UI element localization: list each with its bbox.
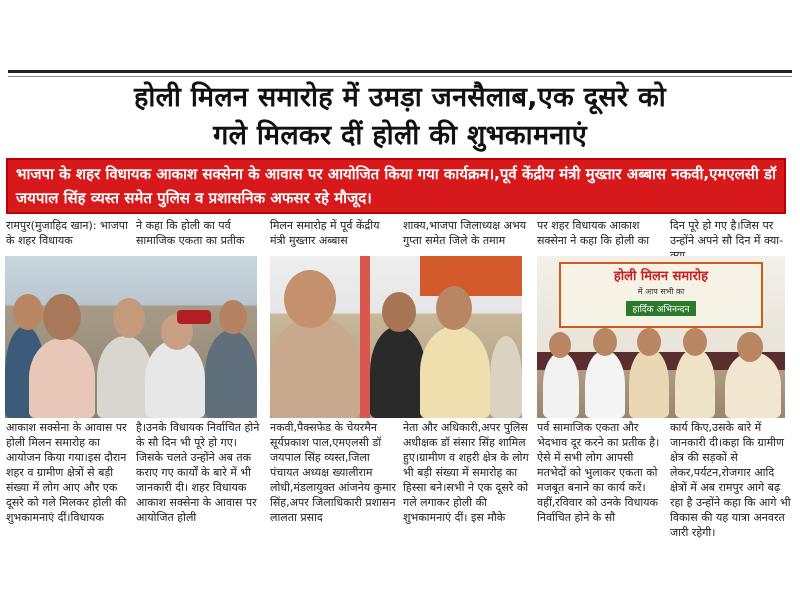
article-column-5: पर्व सामाजिक एकता और भेदभाव दूर करने का प्रतीक है।ऐसे में सभी लोग आपसी मतभेदों को भुलाकर एकता को मजबूत बनाने का कार्य करें।वहीं,रविवार को उनके विधायक निर्वाचित होने के सौ [537,421,660,524]
article-column-5-top: पर शहर विधायक आकाश सक्सेना ने कहा कि होली का [537,219,650,247]
photo-street-crowd [5,256,257,418]
article-column-3-top: मिलन समारोह में पूर्व केंद्रीय मंत्री मुख्तार अब्बास [270,219,380,247]
headline-line-2: गले मिलकर दीं होली की शुभकामनाएं [213,120,587,151]
article-column-2-top: ने कहा कि होली का पर्व सामाजिक एकता का प्रतीक [136,219,245,247]
top-rule-thin [8,76,792,77]
top-rule [8,70,792,73]
article-column-1: आकाश सक्सेना के आवास पर होली मिलन समारोह का आयोजन किया गया।इस दौरान शहर व ग्रामीण क्षेत्रों से बड़ी संख्या में लोग आए और एक दूसरे को गले मिलकर होली की शुभकामनाएं दीं।विधायक [6,421,127,524]
banner-title: होली मिलन समारोह [613,269,709,284]
article-column-1-top: रामपुर(मुजाहिद खान): भाजपा के शहर विधायक [6,219,128,247]
headline-line-1: होली मिलन समारोह में उमड़ा जनसैलाब,एक दूसरे को [133,82,667,113]
article-column-4: नेता और अधिकारी,अपर पुलिस अधीक्षक डॉ संसार सिंह शामिल हुए।ग्रामीण व शहरी क्षेत्र के लोग भी बड़ी संख्या में समारोह का हिस्सा बने।सभी ने एक दूसरे को गले लगाकर होली की शुभकामनाएं दीं। इस मौके [403,421,529,524]
article-column-6-top: दिन पूरे हो गए है।जिस पर उन्होंने अपने सौ दिन में क्या- [670,219,784,247]
photo-stage-banner [537,256,785,418]
photo-dignitaries [270,256,522,418]
awning [420,256,522,296]
subheadline-bar: भाजपा के शहर विधायक आकाश सक्सेना के आवास पर आयोजित किया गया कार्यक्रम।,पूर्व केंद्रीय मंत्री मुख्तार अब्बास नकवी,एमएलसी डॉ जयपाल सिंह व्यस्त समेत पुलिस व प्रशासनिक अफसर रहे मौजूद। [6,158,786,214]
banner-line-1: में आप सभी का [637,287,685,296]
banner-line-2: हार्दिक अभिनन्दन [626,301,695,316]
article-column-6: कार्य किए,उसके बारे में जानकारी दी।कहा कि ग्रामीण क्षेत्र की सड़कों से लेकर,पर्यटन,रोजगार आदि क्षेत्रों में अब रामपुर आगे बढ़ रहा है उन्होंने कहा कि आगे भी विकास की यह यात्रा अनवरत जारी रहेगी। [670,421,791,539]
article-column-2: है।उनके विधायक निर्वाचित होने के सौ दिन भी पूरे हो गए।जिसके चलते उन्होंने अब तक कराए गए कार्यों के बारे में भी जानकारी दी। शहर विधायक आकाश सक्सेना के आवास पर आयोजित होली [136,421,260,524]
article-column-3: नकवी,पैक्सफेड के चेयरमैन सूर्यप्रकाश पाल,एमएलसी डॉ जयपाल सिंह व्यस्त,जिला पंचायत अध्यक्ष ख्यालीराम लोधी,मंडलायुक्त आंजनेय कुमार सिंह,अपर जिलाधिकारी प्रशासन लालता प्रसाद [270,421,396,524]
event-banner [559,262,763,328]
article-column-4-top: शाक्य,भाजपा जिलाध्यक्ष अभय गुप्ता समेत जिले के तमाम [403,219,527,247]
